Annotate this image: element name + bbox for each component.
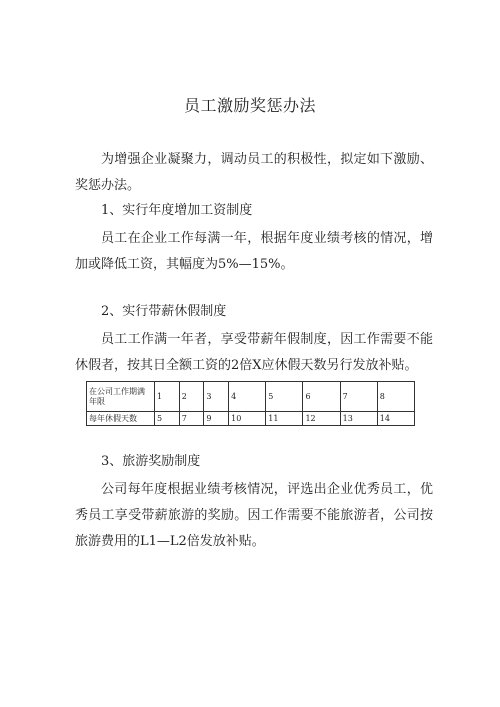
table-cell-year: 7 [340, 382, 377, 412]
table-row-years [87, 382, 415, 412]
section-2-body: 员工工作满一年者，享受带薪年假制度，因工作需要不能休假者，按其日全额工资的2倍X应休假天数另行发放补贴。 [75, 332, 433, 373]
table-cell-days: 13 [340, 412, 377, 426]
table-cell-days: 12 [303, 412, 340, 426]
table-row-days [87, 412, 415, 426]
section-3-body: 公司每年度根据业绩考核情况，评选出企业优秀员工，优秀员工享受带薪旅游的奖励。因工作需要不能旅游者，公司按旅游费用的L1—L2倍发放补贴。 [75, 482, 433, 549]
section-3-heading: 3、旅游奖励制度 [101, 454, 201, 469]
table-cell-days: 5 [155, 412, 180, 426]
table-cell-year: 1 [155, 382, 180, 412]
table-cell-year: 5 [266, 382, 303, 412]
table-cell-days: 14 [377, 412, 414, 426]
table-cell-year: 2 [179, 382, 204, 412]
intro-paragraph: 为增强企业凝聚力，调动员工的积极性，拟定如下激励、奖惩办法。 [75, 152, 433, 193]
table-cell-year: 4 [229, 382, 266, 412]
leave-days-table [86, 381, 415, 426]
table-cell-days: 7 [179, 412, 204, 426]
section-2-heading: 2、实行带薪休假制度 [101, 304, 227, 319]
table-cell-days: 10 [229, 412, 266, 426]
table-cell-year: 6 [303, 382, 340, 412]
table-cell-days: 9 [204, 412, 229, 426]
document-title: 员工激励奖惩办法 [183, 96, 316, 115]
section-1-heading: 1、实行年度增加工资制度 [101, 203, 253, 218]
table-row-label-years: 在公司工作期满年限 [87, 382, 155, 412]
table-row-label-days: 每年休假天数 [87, 412, 155, 426]
section-1-body: 员工在企业工作每满一年，根据年度业绩考核的情况，增加或降低工资，其幅度为5%—15%。 [75, 231, 433, 272]
table-cell-days: 11 [266, 412, 303, 426]
table-cell-year: 3 [204, 382, 229, 412]
table-cell-year: 8 [377, 382, 414, 412]
